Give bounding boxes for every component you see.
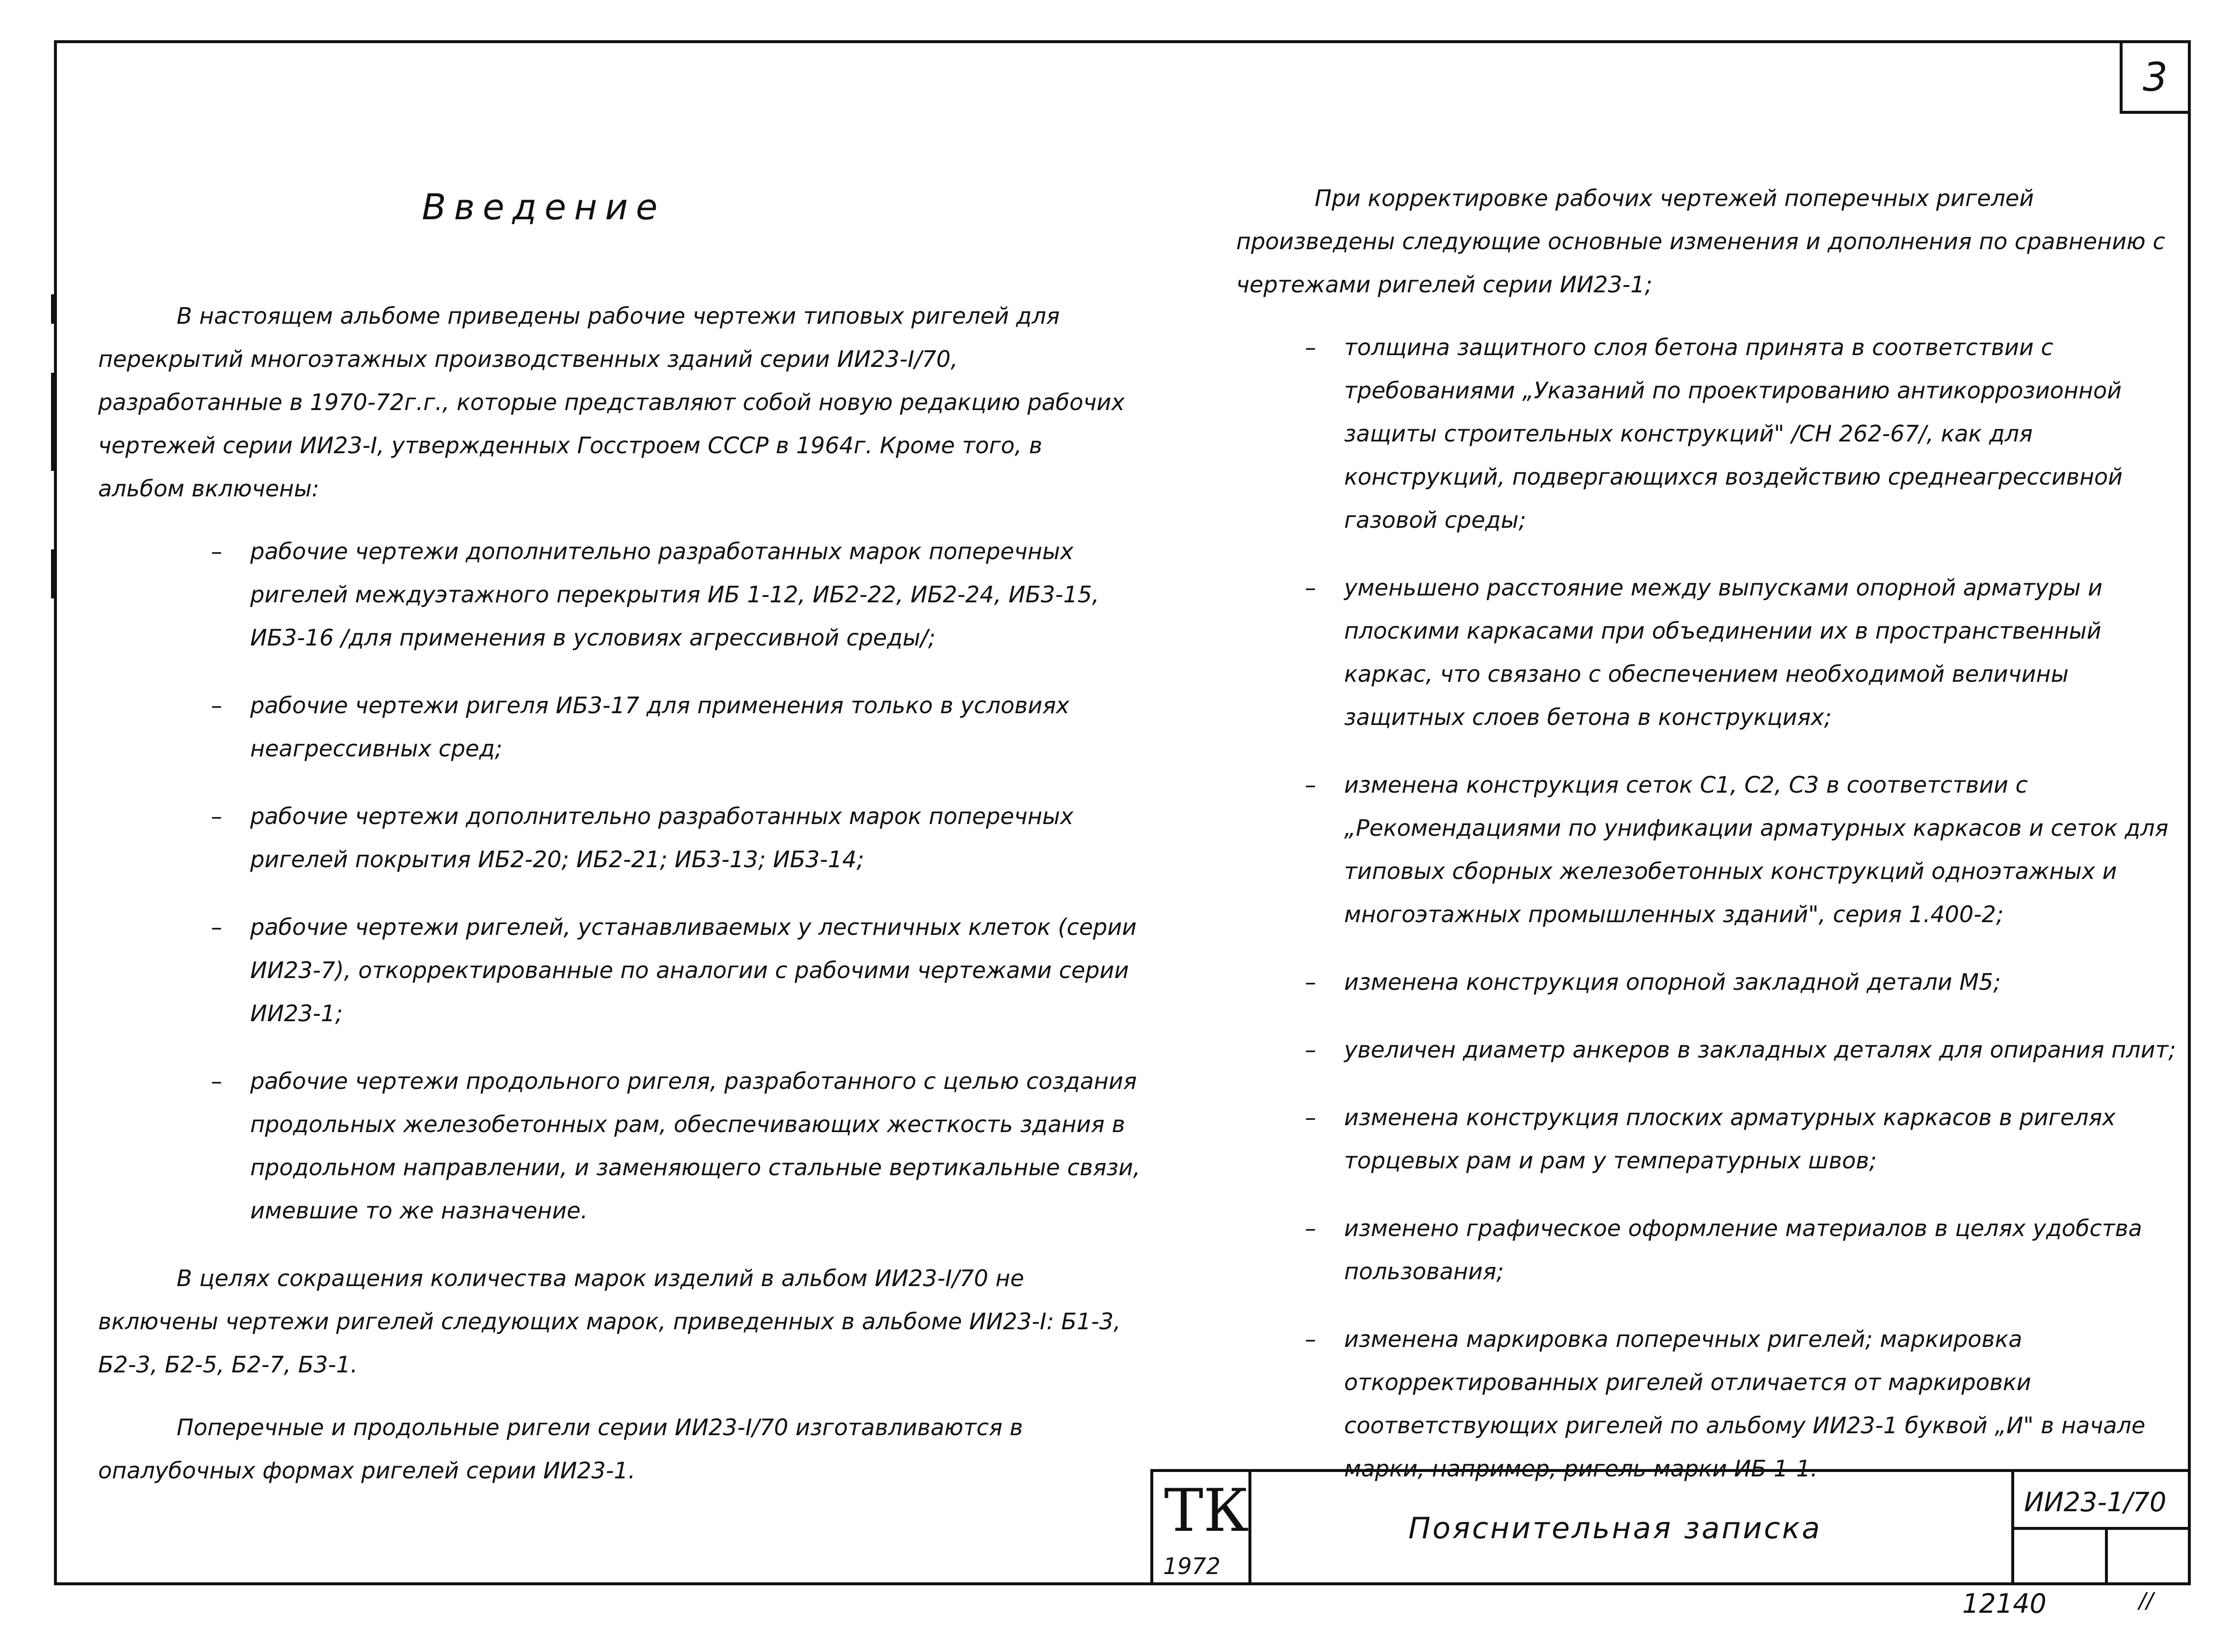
page-number: 3 — [2120, 40, 2191, 114]
list-item: – рабочие чертежи дополнительно разработанных марок поперечных ригелей покрытия ИБ2-20; ИБ2-21; ИБ3-13; ИБ3-14; — [211, 803, 1074, 873]
list-item: – рабочие чертежи ригеля ИБ3-17 для применения только в условиях неагрессивных сред; — [211, 692, 1069, 762]
list-item: – изменена конструкция плоских арматурных каркасов в ригелях торцевых рам и рам у температурных швов; — [1305, 1104, 2116, 1174]
list-item: – изменена конструкция сеток С1, С2, С3 в соответствии с „Рекомендациями по унификации арматурных каркасов и сеток для типовых сборных железобетонных конструкций одноэтажных и многоэтажных промышленных зданий", серия 1.400-2; — [1305, 772, 2169, 928]
document-title: Пояснительная записка — [1408, 1511, 1822, 1546]
list-item: – изменено графическое оформление материалов в целях удобства пользования; — [1305, 1215, 2142, 1285]
list-item: – рабочие чертежи дополнительно разработанных марок поперечных ригелей междуэтажного перекрытия ИБ 1-12, ИБ2-22, ИБ2-24, ИБ3-15, ИБ3-16 /для применения в условиях агрессивной среды/; — [211, 538, 1099, 651]
sheet-mark: // — [2139, 1588, 2154, 1613]
title-block — [1150, 1469, 2188, 1585]
series-cell — [2011, 1472, 2188, 1585]
list-item: – толщина защитного слоя бетона принята в соответствии с требованиями „Указаний по проектированию антикоррозионной защиты строительных конструкций" /СН 262-67/, как для конструкций, подвергающихся воздействию среднеагрессивной газовой среды; — [1305, 334, 2123, 533]
sheet-code: 12140 — [1962, 1588, 2047, 1619]
list-item: – изменена конструкция опорной закладной детали М5; — [1305, 969, 2001, 995]
page-title: Введение — [422, 186, 666, 228]
left-list — [211, 530, 1143, 1232]
right-list — [1305, 326, 2178, 1490]
left-column — [98, 294, 1141, 1512]
list-item: – изменена маркировка поперечных ригелей; маркировка откорректированных ригелей отличается от маркировки соответствующих ригелей по альбому ИИ23-1 буквой „И" в начале марки, например, ригель марки ИБ 1-1. — [1305, 1326, 2146, 1482]
list-item: – уменьшено расстояние между выпусками опорной арматуры и плоскими каркасами при объединении их в пространственный каркас, что связано с обеспечением необходимой величины защитных слоев бетона в конструкциях; — [1305, 574, 2103, 730]
margin-mark — [51, 549, 55, 598]
manufacturing-paragraph: Поперечные и продольные ригели серии ИИ23-I/70 изготавливаются в опалубочных формах ригелей серии ИИ23-1. — [98, 1414, 1023, 1484]
divider — [2014, 1527, 2188, 1530]
exclusion-paragraph: В целях сокращения количества марок изделий в альбом ИИ23-I/70 не включены чертежи ригелей следующих марок, приведенных в альбоме ИИ23-I: Б1-3, Б2-3, Б2-5, Б2-7, Б3-1. — [98, 1265, 1121, 1378]
right-column — [1236, 177, 2176, 1515]
org-code: ТК — [1164, 1477, 1249, 1545]
list-item: – увеличен диаметр анкеров в закладных деталях для опирания плит; — [1305, 1036, 2176, 1063]
margin-mark — [51, 294, 55, 324]
intro-paragraph: В настоящем альбоме приведены рабочие чертежи типовых ригелей для перекрытий многоэтажных производственных зданий серии ИИ23-I/70, разработанные в 1970-72г.г., которые представляют собой новую редакцию рабочих чертежей серии ИИ23-I, утвержденных Госстроем СССР в 1964г. Кроме того, в альбом включены: — [98, 303, 1125, 502]
subcell-divider — [2105, 1527, 2108, 1585]
year: 1972 — [1163, 1553, 1221, 1579]
org-cell — [1153, 1472, 1251, 1585]
series-code: ИИ23-1/70 — [2024, 1487, 2167, 1518]
margin-mark — [51, 373, 55, 471]
list-item: – рабочие чертежи ригелей, устанавливаемых у лестничных клеток (серии ИИ23-7), откорректированные по аналогии с рабочими чертежами серии ИИ23-1; — [211, 914, 1137, 1027]
corrections-intro: При корректировке рабочих чертежей поперечных ригелей произведены следующие основные изменения и дополнения по сравнению с чертежами ригелей серии ИИ23-1; — [1236, 185, 2165, 298]
list-item: – рабочие чертежи продольного ригеля, разработанного с целью создания продольных железобетонных рам, обеспечивающих жесткость здания в продольном направлении, и заменяющего стальные вертикальные связи, имевшие то же назначение. — [211, 1068, 1141, 1224]
